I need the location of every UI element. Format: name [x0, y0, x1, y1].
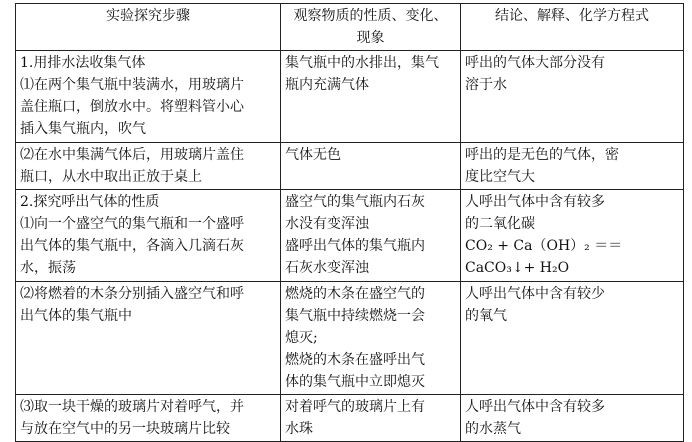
step-cell: ⑵在水中集满气体后，用玻璃片盖住 瓶口，从水中取出正放于桌上	[16, 143, 281, 190]
table-row	[16, 51, 684, 143]
experiment-table	[15, 3, 684, 442]
header-observations: 观察物质的性质、变化、 现象	[281, 4, 461, 51]
observation-cell: 气体无色	[281, 143, 461, 190]
conclusion-cell: 人呼出气体中含有较多 的水蒸气	[461, 395, 684, 442]
table-header-row	[16, 4, 684, 51]
header-steps: 实验探究步骤	[16, 4, 281, 51]
step-cell: ⑶取一块干燥的玻璃片对着呼气，并 与放在空气中的另一块玻璃片比较	[16, 395, 281, 442]
table-row	[16, 143, 684, 190]
conclusion-cell: 呼出的气体大部分没有 溶于水	[461, 51, 684, 143]
table-row	[16, 395, 684, 442]
conclusion-cell: 人呼出气体中含有较多 的二氧化碳 CO₂ + Ca（OH）₂ ＝＝ CaCO₃↓+ H₂O	[461, 190, 684, 282]
step-cell: ⑵将燃着的木条分别插入盛空气和呼 出气体的集气瓶中	[16, 282, 281, 395]
chemical-equation-line2: CaCO₃↓+ H₂O	[465, 260, 570, 276]
observation-cell: 燃烧的木条在盛空气的 集气瓶中持续燃烧一会 熄灭; 燃烧的木条在盛呼出气 体的集气瓶中立即熄灭	[281, 282, 461, 395]
header-conclusions: 结论、解释、化学方程式	[461, 4, 684, 51]
chemical-equation-line1: CO₂ + Ca（OH）₂ ＝＝	[465, 238, 623, 254]
table-row	[16, 190, 684, 282]
table-row	[16, 282, 684, 395]
conclusion-cell: 呼出的是无色的气体，密 度比空气大	[461, 143, 684, 190]
step-cell: 2.探究呼出气体的性质 ⑴向一个盛空气的集气瓶和一个盛呼 出气体的集气瓶中，各滴入几滴石灰 水，振荡	[16, 190, 281, 282]
observation-cell: 对着呼气的玻璃片上有 水珠	[281, 395, 461, 442]
step-cell: 1.用排水法收集气体 ⑴在两个集气瓶中装满水，用玻璃片 盖住瓶口，倒放水中。将塑料管小心 插入集气瓶内，吹气	[16, 51, 281, 143]
observation-cell: 集气瓶中的水排出，集气 瓶内充满气体	[281, 51, 461, 143]
conclusion-cell: 人呼出气体中含有较少 的氧气	[461, 282, 684, 395]
observation-cell: 盛空气的集气瓶内石灰 水没有变浑浊 盛呼出气体的集气瓶内 石灰水变浑浊	[281, 190, 461, 282]
